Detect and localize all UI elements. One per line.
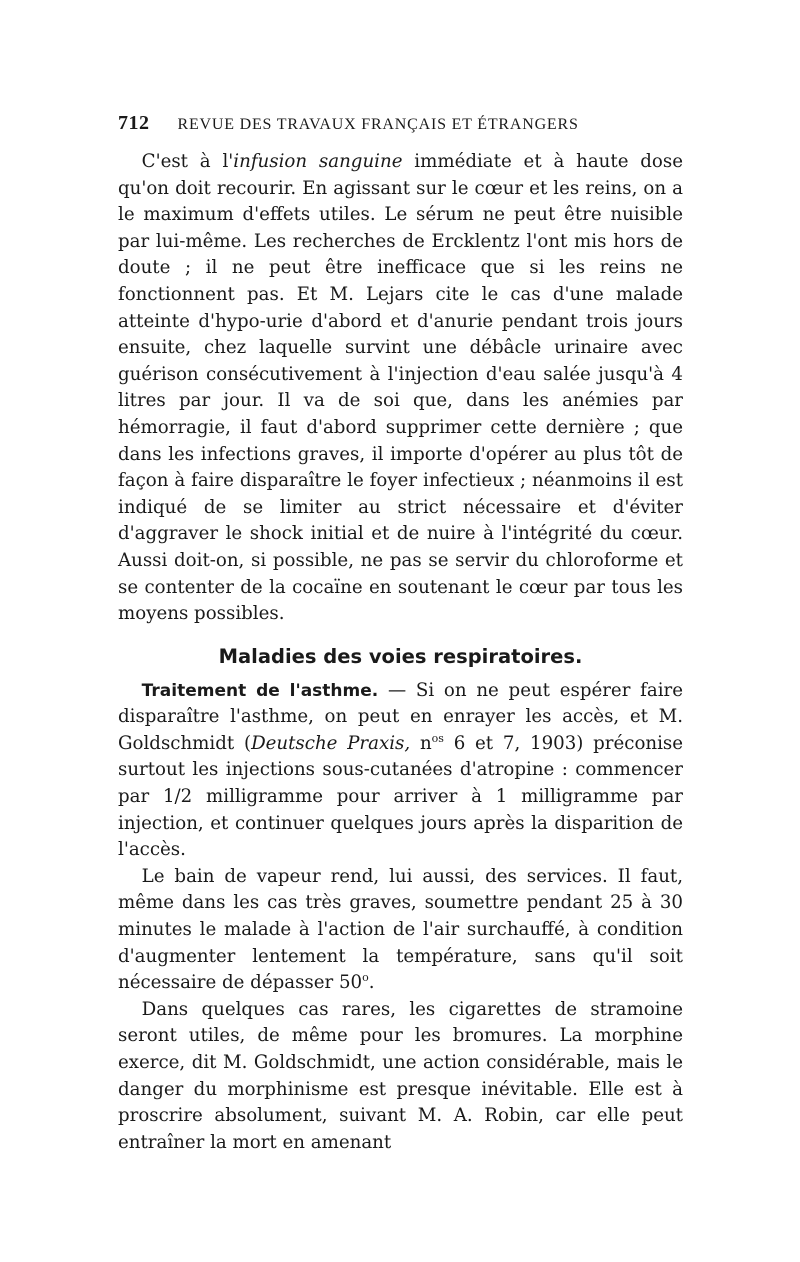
paragraph-3-end: . xyxy=(368,972,375,994)
degree-superscript: o xyxy=(362,971,369,985)
paragraph-stramoine xyxy=(118,997,683,1157)
numero-superscript: os xyxy=(431,731,444,745)
paragraph-4-text: Dans quelques cas rares, les cigarettes de stramoine seront utiles, de même pour les bromures. La morphine exerce, dit M. Goldschmidt, une action considérable, mais le danger du morphinisme est presque inévitable. Elle est à proscrire absolument, suivant M. A. Robin, car elle peut entraîner la mort en amenant xyxy=(118,998,683,1153)
run-in-heading: Traitement de l'asthme. xyxy=(141,680,379,701)
journal-citation: Deutsche Praxis, xyxy=(251,732,411,754)
page-number: 712 xyxy=(118,112,150,134)
paragraph-1-body: immédiate et à haute dose qu'on doit recourir. En agissant sur le cœur et les reins, on a le maximum d'effets utiles. Le sérum ne peut être nuisible par lui-même. Les recherches de Ercklentz l'ont mis hors de doute ; il ne peut être inefficace que si les reins ne fonctionnent pas. Et M. Lejars cite le cas d'une malade atteinte d'hypo-urie d'abord et d'anurie pendant trois jours ensuite, chez laquelle survint une débâcle urinaire avec guérison consécutivement à l'injection d'eau salée jusqu'à 4 litres par jour. Il va de soi que, dans les anémies par hémorragie, il faut d'abord supprimer cette dernière ; que dans les infections graves, il importe d'opérer au plus tôt de façon à faire disparaître le foyer infectieux ; néanmoins il est indiqué de se limiter au strict nécessaire et d'éviter d'aggraver le shock initial et de nuire à l'intégrité du cœur. Aussi doit-on, si possible, ne pas se servir du chloroforme et se contenter de la cocaïne en soutenant le cœur par tous les moyens possibles. xyxy=(118,151,683,625)
page xyxy=(118,112,683,1156)
paragraph-bain-vapeur xyxy=(118,864,683,997)
numero-label: n xyxy=(410,732,432,754)
journal-running-title: REVUE DES TRAVAUX FRANÇAIS ET ÉTRANGERS xyxy=(177,116,579,133)
running-head xyxy=(118,112,683,135)
italic-infusion-sanguine: infusion sanguine xyxy=(233,151,403,172)
paragraph-infusion xyxy=(118,149,683,628)
paragraph-3-text: Le bain de vapeur rend, lui aussi, des services. Il faut, même dans les cas très graves, soumettre pendant 25 à 30 minutes le malade à l'action de l'air surchauffé, à condition d'augmenter lentement la température, sans qu'il soit nécessaire de dépasser 50 xyxy=(118,865,683,994)
paragraph-1-start: C'est à l' xyxy=(141,151,234,172)
section-title: Maladies des voies respiratoires. xyxy=(218,644,583,668)
paragraph-2-text-b: 6 et 7, 1903) préconise surtout les injections sous-cutanées d'atropine : commencer par 1/2 milligramme pour arriver à 1 milligramme par injection, et continuer quelques jours après la disparition de l'accès. xyxy=(118,732,684,861)
paragraph-2-text-a: — Si on ne peut espérer faire disparaître l'asthme, on peut en enrayer les accès, et M. Goldschmidt ( xyxy=(118,679,683,754)
paragraph-asthme xyxy=(118,678,683,864)
